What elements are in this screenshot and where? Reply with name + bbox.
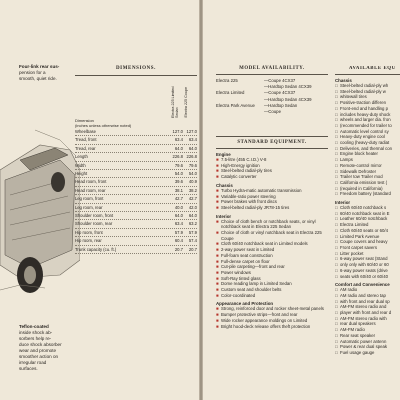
checkbox-icon: □ bbox=[335, 304, 338, 310]
row-value: 226.8 bbox=[172, 154, 183, 160]
equipment-item bbox=[216, 205, 328, 211]
row-value: 57.9 bbox=[174, 229, 183, 235]
row-label: Trunk capacity (cu. ft.) bbox=[75, 246, 117, 252]
divider bbox=[216, 148, 328, 149]
checkbox-icon: □ bbox=[335, 338, 338, 344]
model-availability-title: MODEL AVAILABILITY. bbox=[239, 66, 305, 71]
dimensions-column-headers bbox=[75, 78, 197, 118]
equipment-item bbox=[216, 230, 328, 241]
table-row bbox=[75, 237, 197, 245]
row-value: 63.4 bbox=[188, 137, 197, 143]
equipment-item-label: Cloth 60/40 notchback seat in Limited models bbox=[221, 241, 308, 247]
equipment-item-label: Automatic power antenn bbox=[340, 338, 387, 344]
equipment-item-label: Strong, reinforced door and rocker sheet-metal panels bbox=[221, 306, 324, 312]
equipment-item-label: Power windows bbox=[221, 269, 251, 275]
row-label: Tread, rear bbox=[75, 145, 96, 151]
equipment-item-label: Bumper protective strips—front and rear bbox=[221, 312, 298, 318]
row-value: 64.0 bbox=[188, 145, 197, 151]
table-row bbox=[75, 187, 197, 195]
table-row bbox=[75, 136, 197, 144]
equipment-item-label: Cut-pile carpeting—front and rear bbox=[221, 264, 285, 270]
equipment-item-label: player with front and rear d bbox=[340, 310, 392, 316]
dimensions-rows bbox=[75, 128, 197, 254]
checkbox-icon: □ bbox=[335, 310, 338, 316]
equipment-item-label: Catalytic converter bbox=[221, 174, 257, 180]
row-value: 64.0 bbox=[174, 145, 183, 151]
model-availability bbox=[216, 66, 328, 115]
table-row bbox=[75, 178, 197, 186]
chassis-cutaway-illustration bbox=[0, 100, 80, 325]
dimensions-title: DIMENSIONS. bbox=[115, 66, 157, 71]
column-header: Electra 225 Limited Sedan bbox=[171, 86, 179, 118]
table-row bbox=[75, 212, 197, 220]
bullet-icon: ■ bbox=[216, 292, 219, 298]
row-value: 39.6 bbox=[174, 179, 183, 185]
table-row bbox=[75, 128, 197, 136]
checkbox-icon: □ bbox=[335, 332, 338, 338]
equipment-group-heading: Chassis bbox=[216, 182, 233, 188]
row-value: 79.6 bbox=[174, 162, 183, 168]
table-row bbox=[75, 153, 197, 161]
model-body-style: —Coupe bbox=[264, 109, 281, 115]
caption-line: wear and promote bbox=[19, 348, 57, 353]
caption-line: irregular road bbox=[19, 360, 47, 365]
checkbox-icon: □ bbox=[335, 298, 338, 304]
equipment-item-label: Power brakes with front discs bbox=[221, 199, 277, 205]
available-equipment bbox=[335, 66, 400, 356]
equipment-item-label: Cloth 60/40 seats or 60/4 bbox=[340, 227, 389, 233]
equipment-item-label: Trailer tow Trailer mod bbox=[340, 174, 383, 180]
bullet-icon: ■ bbox=[216, 174, 219, 180]
checkbox-icon: □ bbox=[335, 287, 338, 293]
caption-line: smooth, quiet ride. bbox=[19, 76, 57, 81]
equipment-group-heading: Chassis bbox=[335, 78, 352, 83]
checkbox-icon: □ bbox=[335, 222, 338, 228]
model-body-style: —Coupe 4CX37 bbox=[264, 78, 296, 83]
equipment-item-label: Dome reading lamp in Limited Sedan bbox=[221, 281, 292, 287]
dimensions-note bbox=[75, 118, 197, 128]
checkbox-icon: □ bbox=[335, 145, 338, 151]
equipment-item-label: AM-FM stereo radio with bbox=[340, 315, 387, 321]
checkbox-icon: □ bbox=[335, 179, 338, 185]
bullet-icon: ■ bbox=[216, 204, 219, 210]
bullet-icon: ■ bbox=[216, 317, 219, 323]
equipment-item-label: 2-way power seat in Limited bbox=[221, 247, 275, 253]
model-row bbox=[216, 109, 328, 115]
checkbox-icon: □ bbox=[335, 128, 338, 134]
model-body-style: —Coupe 4CX37 bbox=[264, 90, 296, 96]
equipment-item-label: 7.5-litre (455 C.I.D.) V-8 bbox=[221, 157, 267, 162]
equipment-item-label: Choice of cloth bench or notchback seats, or vinyl notchback seat in Electra 225 Sedan bbox=[221, 218, 316, 230]
checkbox-icon: □ bbox=[335, 256, 338, 262]
row-label: Shoulder room, rear bbox=[75, 221, 113, 227]
checkbox-icon: □ bbox=[335, 151, 338, 157]
equipment-item-label: Electra Limited bbox=[340, 222, 369, 228]
row-label: Shoulder room, front bbox=[75, 213, 114, 219]
table-row bbox=[75, 229, 197, 237]
checkbox-icon: □ bbox=[335, 111, 338, 117]
row-label: Head room, front bbox=[75, 179, 107, 185]
equipment-item-label: Custom seat and shoulder belts bbox=[221, 287, 282, 293]
dimensions-table bbox=[75, 66, 197, 254]
checkbox-icon: □ bbox=[335, 349, 338, 355]
checkbox-icon: □ bbox=[335, 239, 338, 245]
checkbox-icon: □ bbox=[335, 292, 338, 298]
caption-line: surfaces. bbox=[19, 366, 38, 371]
checkbox-icon: □ bbox=[335, 262, 338, 268]
equipment-group-heading: Interior bbox=[216, 213, 232, 219]
model-name: Electra Park Avenue bbox=[216, 102, 255, 108]
row-value: 20.7 bbox=[174, 246, 183, 252]
divider bbox=[216, 74, 328, 75]
row-value: 42.7 bbox=[174, 196, 183, 202]
equipment-item-label: Steel-belted radial-ply wh bbox=[340, 83, 389, 88]
checkbox-icon: □ bbox=[335, 227, 338, 233]
checkbox-icon: □ bbox=[335, 315, 338, 321]
standard-equipment-title: STANDARD EQUIPMENT. bbox=[237, 140, 307, 145]
row-value: 64.0 bbox=[174, 213, 183, 219]
row-label: Height bbox=[75, 171, 88, 177]
equipment-item-label: Lamps bbox=[340, 157, 353, 163]
equipment-item-label: Sidewalk Defroster bbox=[340, 168, 377, 174]
equipment-item-label: AM radio and stereo tap bbox=[340, 292, 386, 298]
table-row bbox=[75, 145, 197, 153]
row-value: 57.4 bbox=[188, 238, 197, 244]
equipment-item-label: Wide rocker appearance moldings on Limited bbox=[221, 317, 308, 323]
equipment-item-label: Turbo Hydra-matic automatic transmission bbox=[221, 187, 302, 193]
equipment-item bbox=[216, 219, 328, 230]
equipment-item-label: California emission test ( bbox=[340, 179, 388, 185]
equipment-item bbox=[335, 274, 400, 280]
model-name: Electra Limited bbox=[216, 90, 245, 96]
checkbox-icon: □ bbox=[335, 83, 338, 88]
equipment-item-label: Front-end and handling p bbox=[340, 105, 389, 111]
equipment-item bbox=[216, 324, 328, 330]
bullet-icon: ■ bbox=[216, 269, 219, 275]
checkbox-icon: □ bbox=[335, 94, 338, 100]
column-header: Electra 225 Coupe bbox=[184, 87, 188, 118]
equipment-item-label: wheels and larger dia. fron bbox=[340, 117, 391, 123]
equipment-item-label: Heavy-duty engine cool bbox=[340, 134, 385, 140]
row-value: 127.0 bbox=[172, 129, 183, 134]
equipment-item-label: Bright hood-deck release offers theft protection bbox=[221, 323, 311, 329]
checkbox-icon: □ bbox=[335, 162, 338, 168]
bullet-icon: ■ bbox=[216, 306, 219, 312]
divider bbox=[75, 75, 197, 76]
row-value: 54.0 bbox=[188, 171, 197, 177]
checkbox-icon: □ bbox=[335, 205, 338, 211]
equipment-item-label: 60/40 notchback seat in E bbox=[340, 210, 390, 216]
row-value: 64.0 bbox=[188, 213, 197, 219]
equipment-item-label: AM-FM stereo radio and bbox=[340, 304, 387, 310]
caption-heading: Four-link rear sus- bbox=[19, 64, 60, 69]
equipment-item-label: High-Energy ignition bbox=[221, 162, 260, 168]
checkbox-icon: □ bbox=[335, 210, 338, 216]
checkbox-icon: □ bbox=[335, 244, 338, 250]
checkbox-icon: □ bbox=[335, 157, 338, 163]
equipment-item-label: Color-coordinated bbox=[221, 292, 256, 298]
rear-suspension-caption bbox=[19, 64, 79, 82]
caption-line: duce shock absorber bbox=[19, 342, 62, 347]
bullet-icon: ■ bbox=[216, 230, 219, 236]
checkbox-icon: □ bbox=[335, 117, 338, 123]
note-line: Dimension bbox=[75, 118, 94, 123]
checkbox-icon: □ bbox=[335, 140, 338, 146]
bullet-icon: ■ bbox=[216, 287, 219, 293]
equipment-item-label: Variable-ratio power steering bbox=[221, 193, 276, 199]
checkbox-icon: □ bbox=[335, 216, 338, 222]
bullet-icon: ■ bbox=[216, 264, 219, 270]
equipment-group-heading: Comfort and Convenience bbox=[335, 282, 390, 288]
equipment-item bbox=[335, 350, 400, 356]
row-label: Hip room, front bbox=[75, 229, 103, 235]
table-row bbox=[75, 170, 197, 178]
equipment-item-label: Full-dense carpet on floor bbox=[221, 258, 270, 264]
bullet-icon: ■ bbox=[216, 187, 219, 193]
note-line: (inches unless otherwise noted) bbox=[75, 123, 132, 128]
checkbox-icon: □ bbox=[335, 100, 338, 106]
equipment-item bbox=[335, 191, 400, 197]
table-row bbox=[75, 162, 197, 170]
row-label: Hip room, rear bbox=[75, 238, 102, 244]
checkbox-icon: □ bbox=[335, 191, 338, 197]
table-row bbox=[75, 246, 197, 254]
bullet-icon: ■ bbox=[216, 252, 219, 258]
model-name bbox=[216, 109, 264, 115]
checkbox-icon: □ bbox=[335, 105, 338, 111]
equipment-item-label: AM radio bbox=[340, 287, 358, 293]
equipment-item-label: with front and rear dual sp bbox=[340, 298, 390, 304]
caption-line: sorbers help re- bbox=[19, 336, 52, 341]
equipment-item-label: Limited Park Avenue bbox=[340, 233, 380, 239]
available-equipment-title: AVAILABLE EQU bbox=[349, 66, 396, 71]
standard-groups bbox=[216, 152, 328, 329]
available-groups bbox=[335, 78, 400, 356]
bullet-icon: ■ bbox=[216, 168, 219, 174]
page-gutter bbox=[199, 0, 203, 400]
bullet-icon: ■ bbox=[216, 157, 219, 162]
row-value: 127.0 bbox=[186, 129, 197, 134]
bullet-icon: ■ bbox=[216, 275, 219, 281]
caption-line: smoother action on bbox=[19, 354, 59, 359]
checkbox-icon: □ bbox=[335, 185, 338, 191]
row-label: Width bbox=[75, 162, 86, 168]
equipment-item-label: Steel-belted radial-ply tires bbox=[221, 168, 272, 174]
equipment-item-label: seats with 60/40 or 60/40 bbox=[340, 273, 389, 279]
bullet-icon: ■ bbox=[216, 193, 219, 199]
bullet-icon: ■ bbox=[216, 199, 219, 205]
checkbox-icon: □ bbox=[335, 267, 338, 273]
row-label: Wheelbase bbox=[75, 129, 96, 134]
checkbox-icon: □ bbox=[335, 273, 338, 279]
checkbox-icon: □ bbox=[335, 122, 338, 128]
equipment-item-label: Engine block heater bbox=[340, 151, 378, 157]
bullet-icon: ■ bbox=[216, 162, 219, 168]
equipment-item-label: Coupe covers and heavy bbox=[340, 239, 388, 245]
equipment-item-label: cooling (heavy-duty radiat bbox=[340, 140, 390, 146]
bullet-icon: ■ bbox=[216, 281, 219, 287]
equipment-item-label: Steel-belted radial-ply JR78-15 tires bbox=[221, 204, 290, 210]
equipment-item bbox=[216, 293, 328, 299]
equipment-item-label: Leather 60/40 notchback bbox=[340, 216, 388, 222]
model-name: Electra 225 bbox=[216, 78, 238, 83]
equipment-item-label: includes heavy-duty shock bbox=[340, 111, 391, 117]
row-value: 20.7 bbox=[188, 246, 197, 252]
checkbox-icon: □ bbox=[335, 344, 338, 350]
row-label: Leg room, rear bbox=[75, 204, 103, 210]
caption-line: inside shock ab- bbox=[19, 330, 53, 335]
equipment-group-heading: Appearance and Protection bbox=[216, 301, 274, 307]
checkbox-icon: □ bbox=[335, 134, 338, 140]
row-label: Length bbox=[75, 154, 88, 160]
caption-line: Teflon-coated bbox=[19, 324, 49, 329]
equipment-item-label: AM-FM radio bbox=[340, 327, 365, 333]
equipment-group-heading: Engine bbox=[216, 152, 231, 157]
equipment-item-label: whitewall tires bbox=[340, 94, 367, 100]
equipment-item-label: Cloth 60/40 notchback s bbox=[340, 205, 387, 211]
equipment-item-label: only only with 60/40 or 60 bbox=[340, 262, 389, 268]
divider bbox=[335, 74, 400, 75]
row-value: 63.2 bbox=[188, 221, 197, 227]
row-value: 63.4 bbox=[174, 221, 183, 227]
row-value: 42.7 bbox=[188, 196, 197, 202]
equipment-item-label: Deliveries, and thermal con bbox=[340, 145, 393, 151]
row-value: 38.1 bbox=[174, 187, 183, 193]
row-value: 79.6 bbox=[188, 162, 197, 168]
table-row bbox=[75, 220, 197, 228]
row-label: Tread, front bbox=[75, 137, 97, 143]
equipment-item-label: rear dual speakers bbox=[340, 321, 376, 327]
checkbox-icon: □ bbox=[335, 168, 338, 174]
equipment-item-label: Rear seat speaker bbox=[340, 332, 376, 338]
bullet-icon: ■ bbox=[216, 247, 219, 253]
row-value: 54.0 bbox=[174, 171, 183, 177]
model-body-style: —Hardtop Sedan bbox=[264, 102, 298, 108]
model-rows bbox=[216, 78, 328, 115]
row-label: Head room, rear bbox=[75, 187, 106, 193]
equipment-item-label: Front carpet savers bbox=[340, 244, 378, 250]
equipment-item-label: Choice of cloth or vinyl notchback seat in Electra 225 Coupe bbox=[221, 230, 322, 241]
row-value: 63.4 bbox=[174, 137, 183, 143]
table-row bbox=[75, 195, 197, 203]
checkbox-icon: □ bbox=[335, 174, 338, 180]
equipment-item-label: Soft-Ray tinted glass bbox=[221, 275, 261, 281]
equipment-item-label: Remote-control mirror bbox=[340, 162, 382, 168]
checkbox-icon: □ bbox=[335, 250, 338, 256]
row-value: 226.8 bbox=[186, 154, 197, 160]
row-value: 42.0 bbox=[188, 204, 197, 210]
divider bbox=[216, 136, 328, 137]
equipment-item-label: Fuel usage gauge bbox=[340, 349, 375, 355]
row-value: 38.2 bbox=[188, 187, 197, 193]
equipment-item-label: Positive-traction differen bbox=[340, 100, 387, 106]
equipment-item-label: (required in California) bbox=[340, 185, 383, 191]
bullet-icon: ■ bbox=[216, 323, 219, 329]
equipment-item-label: Automatic level control sy bbox=[340, 128, 389, 134]
equipment-item-label: 6-way power seats (drive bbox=[340, 267, 388, 273]
model-body-style: —Hardtop Sedan 4CX39 bbox=[264, 96, 312, 102]
checkbox-icon: □ bbox=[335, 327, 338, 333]
row-value: 57.9 bbox=[188, 229, 197, 235]
bullet-icon: ■ bbox=[216, 241, 219, 247]
row-value: 40.0 bbox=[174, 204, 183, 210]
equipment-item bbox=[216, 174, 328, 180]
checkbox-icon: □ bbox=[335, 88, 338, 94]
row-value: 60.4 bbox=[174, 238, 183, 244]
equipment-item-label: 6-way power seat (Stand bbox=[340, 256, 388, 262]
model-body-style: —Hardtop Sedan 4CX39 bbox=[264, 84, 312, 90]
equipment-item-label: Freedom battery (standard bbox=[340, 191, 391, 197]
row-value: 40.9 bbox=[188, 179, 197, 185]
equipment-item-label: Steel-belted radial-ply w bbox=[340, 88, 386, 94]
bullet-icon: ■ bbox=[216, 258, 219, 264]
equipment-item-label: Litter pocket bbox=[340, 250, 364, 256]
standard-equipment bbox=[216, 133, 328, 329]
equipment-item-label: Full-foam seat construction bbox=[221, 252, 273, 258]
table-row bbox=[75, 204, 197, 212]
bullet-icon: ■ bbox=[216, 218, 219, 224]
equipment-group-heading: Interior bbox=[335, 200, 351, 206]
caption-line: pension for a bbox=[19, 70, 46, 75]
bullet-icon: ■ bbox=[216, 312, 219, 318]
equipment-item-label: Power & rear dual speak bbox=[340, 344, 388, 350]
checkbox-icon: □ bbox=[335, 321, 338, 327]
shock-absorber-caption bbox=[19, 324, 79, 372]
equipment-item-label: (recommended for trailer to bbox=[340, 122, 392, 128]
checkbox-icon: □ bbox=[335, 233, 338, 239]
row-label: Leg room, front bbox=[75, 196, 104, 202]
